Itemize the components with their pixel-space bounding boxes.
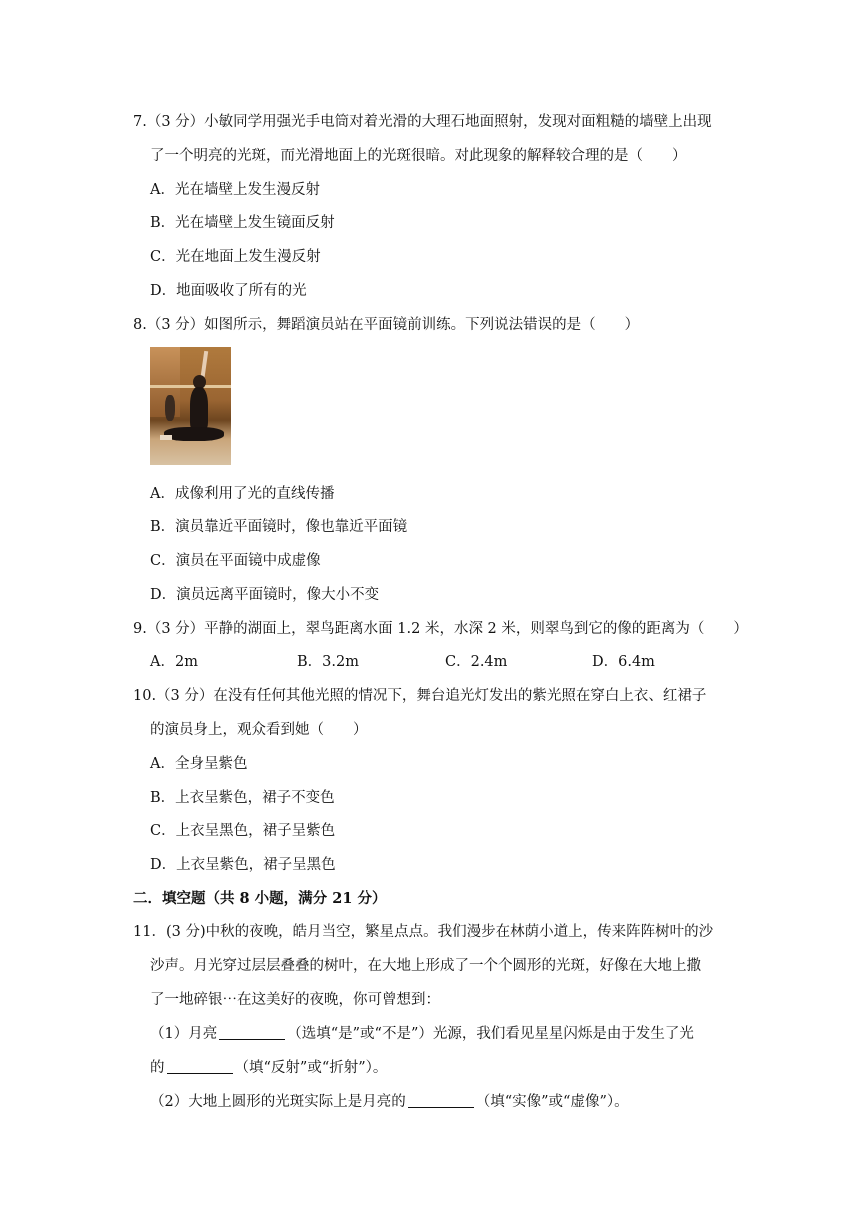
q9-option-c: C．2.4m: [445, 654, 508, 670]
q7-option-d: D．地面吸收了所有的光: [150, 283, 307, 299]
q9-option-d: D．6.4m: [592, 654, 655, 670]
q8-option-d: D．演员远离平面镜时，像大小不变: [150, 587, 380, 603]
dancer-body-shape: [190, 387, 208, 431]
q11-sub2-text-b: （填“实像”或“虚像”）。: [475, 1094, 629, 1110]
dancer-leg-shape: [160, 435, 172, 440]
q8-option-c: C．演员在平面镜中成虚像: [150, 553, 321, 569]
q7-option-b: B．光在墙壁上发生镜面反射: [150, 215, 335, 231]
q11-stem-line3: 了一地碎银⋯在这美好的夜晚，你可曾想到：: [150, 992, 440, 1008]
q8-option-b: B．演员靠近平面镜时，像也靠近平面镜: [150, 519, 408, 535]
q7-stem-line1: 7.（3 分）小敏同学用强光手电筒对着光滑的大理石地面照射，发现对面粗糙的墙壁上出现: [133, 114, 712, 130]
q11-sub1-text-a: （1）月亮: [150, 1026, 218, 1042]
q11-sub2-text-a: （2）大地上圆形的光斑实际上是月亮的: [150, 1094, 406, 1110]
q11-sub1-text-b: （选填“是”或“不是”）光源，我们看见星星闪烁是由于发生了光: [287, 1026, 694, 1042]
q10-option-a: A．全身呈紫色: [150, 756, 248, 772]
q11-sub1-line2: [150, 1058, 387, 1078]
q10-option-d: D．上衣呈紫色，裙子呈黑色: [150, 857, 336, 873]
answer-blank-3[interactable]: [408, 1093, 474, 1108]
q11-sub1-text-c: 的: [150, 1060, 165, 1076]
q11-sub2-line: [150, 1092, 629, 1112]
q7-stem-line2: 了一个明亮的光斑，而光滑地面上的光斑很暗。对此现象的解释较合理的是（ ）: [150, 148, 687, 164]
q11-stem-line1: 11．(3 分)中秋的夜晚，皓月当空，繁星点点。我们漫步在林荫小道上，传来阵阵树叶的沙: [133, 924, 714, 940]
q9-stem: 9.（3 分）平静的湖面上，翠鸟距离水面 1.2 米，水深 2 米，则翠鸟到它的像的距离为（ ）: [133, 621, 748, 637]
q9-option-a: A．2m: [150, 654, 198, 670]
q10-option-c: C．上衣呈黑色，裙子呈紫色: [150, 823, 336, 839]
q10-option-b: B．上衣呈紫色，裙子不变色: [150, 790, 335, 806]
q11-sub1-text-d: （填“反射”或“折射”）。: [234, 1060, 388, 1076]
answer-blank-1[interactable]: [219, 1025, 285, 1040]
section-heading: 二．填空题（共 8 小题，满分 21 分）: [133, 890, 387, 907]
q10-stem-line1: 10.（3 分）在没有任何其他光照的情况下，舞台追光灯发出的紫光照在穿白上衣、红裙子: [133, 688, 707, 704]
answer-blank-2[interactable]: [167, 1059, 233, 1074]
q7-option-a: A．光在墙壁上发生漫反射: [150, 182, 320, 198]
q9-option-b: B．3.2m: [297, 654, 359, 670]
q8-option-a: A．成像利用了光的直线传播: [150, 486, 335, 502]
q8-stem: 8.（3 分）如图所示，舞蹈演员站在平面镜前训练。下列说法错误的是（ ）: [133, 317, 640, 333]
dancer-mirror-photo: [150, 347, 231, 465]
q7-option-c: C．光在地面上发生漫反射: [150, 249, 321, 265]
dancer-skirt-shape: [164, 427, 224, 441]
q10-stem-line2: 的演员身上，观众看到她（ ）: [150, 722, 368, 738]
q11-sub1-line1: [150, 1024, 694, 1044]
reflection-shape: [165, 395, 175, 421]
q11-stem-line2: 沙声。月光穿过层层叠叠的树叶，在大地上形成了一个个圆形的光斑，好像在大地上撒: [150, 958, 701, 974]
ballet-barre-shape: [150, 385, 231, 388]
